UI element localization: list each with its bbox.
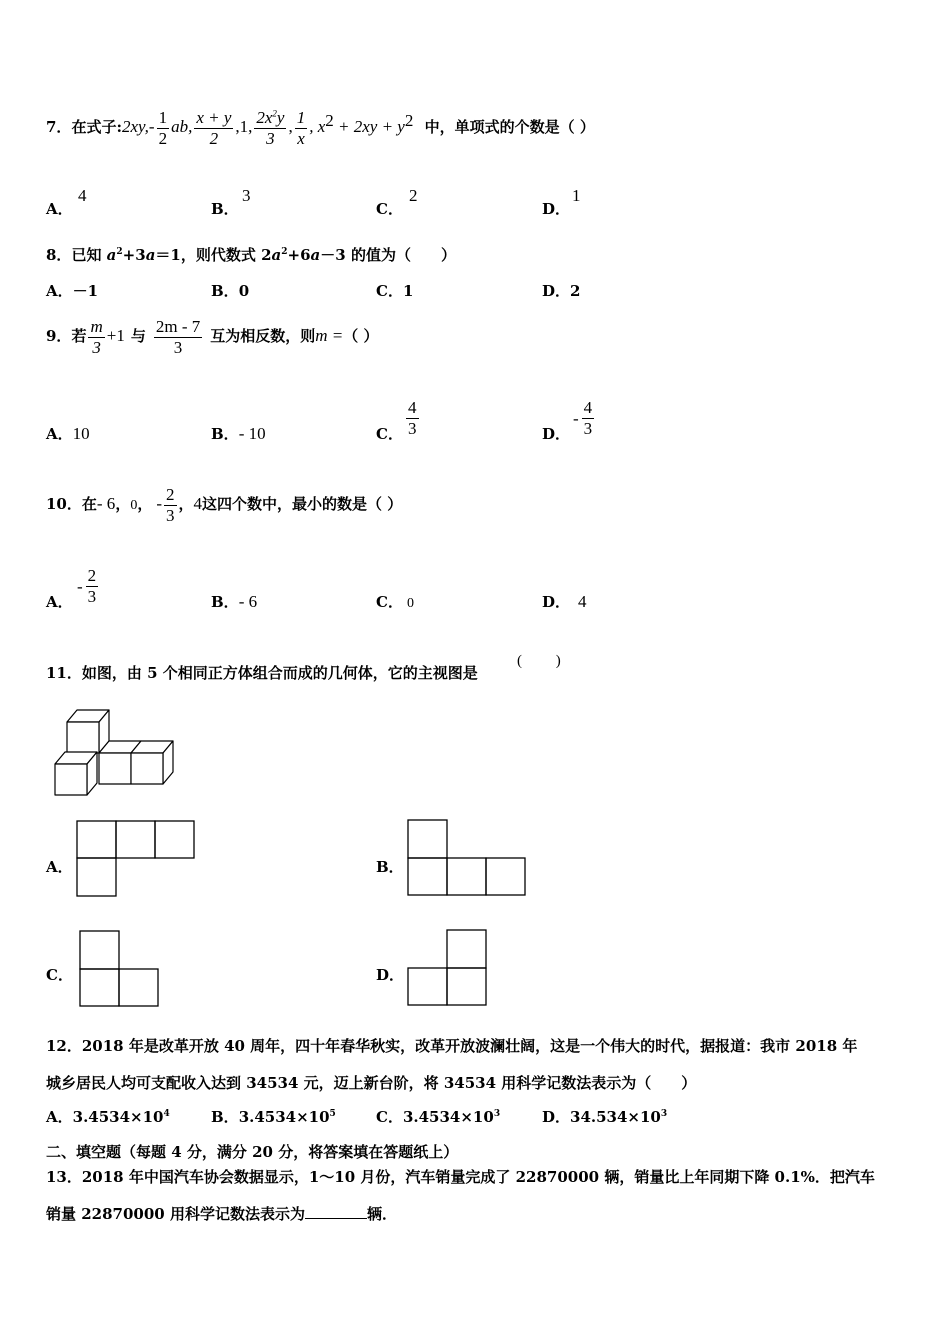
section-2-title: 二、填空题（每题 4 分，满分 20 分，将答案填在答题纸上）	[46, 1143, 459, 1161]
q7-f4-den: x	[295, 128, 308, 149]
q10-n1: - 6	[96, 494, 116, 513]
q9-p3: 互为相反数，则	[210, 327, 316, 345]
q7-option-a-value: 4	[78, 186, 87, 205]
q7-f4-num: 1	[296, 107, 306, 127]
fraction	[406, 398, 419, 439]
q10-p2: 这四个数中，最小的数是（ ）	[202, 495, 403, 513]
q7-option-d[interactable]	[542, 198, 570, 219]
option-label: A．	[46, 593, 73, 611]
option-sup: 5	[329, 1109, 336, 1119]
q7-number: 7．	[46, 118, 72, 136]
q7-f3-den: 3	[254, 128, 286, 149]
q9-plus1: +1	[106, 326, 125, 345]
option-label: B．	[211, 1108, 239, 1126]
q9-f1-num: m	[90, 316, 103, 336]
q7-option-c[interactable]	[376, 198, 403, 219]
q7-fraction-2	[194, 108, 233, 149]
q11-option-b-figure	[407, 819, 528, 897]
q11-option-c-figure	[79, 930, 162, 1008]
q7-expr-4: ,	[288, 117, 293, 136]
option-value: 34.534×10	[570, 1108, 661, 1126]
q8-var-a2: a	[145, 246, 156, 264]
q10-option-a-value	[77, 566, 100, 607]
q10-c1: ，	[115, 495, 131, 513]
q9-p4: （ ）	[343, 327, 379, 345]
q8-option-b[interactable]	[211, 280, 249, 301]
q11-text: 如图，由 5 个相同正方体组合而成的几何体，它的主视图是	[81, 664, 478, 682]
q7-option-a[interactable]	[46, 198, 73, 219]
option-label: D．	[542, 200, 571, 218]
q11-option-c[interactable]	[46, 964, 73, 985]
q9-fraction-2	[154, 317, 202, 358]
frac-num: 2	[87, 566, 97, 585]
q7-expr-6-sup: 2	[404, 111, 414, 130]
q9-number: 9．	[46, 327, 72, 345]
q9-option-c[interactable]	[376, 423, 403, 444]
option-label: C．	[376, 200, 403, 218]
q8-p4: +6	[287, 246, 311, 264]
question-9	[46, 312, 378, 360]
fraction	[582, 398, 595, 439]
q7-f1-num: 1	[158, 107, 168, 127]
q8-p1: 已知	[71, 246, 107, 264]
q8-sup1: 2	[116, 247, 123, 257]
q10-n2: 0	[130, 498, 138, 513]
q12-number: 12．	[46, 1037, 82, 1055]
frac-num: 4	[583, 398, 593, 417]
q7-fraction-1	[157, 108, 170, 149]
q11-option-d-figure	[407, 929, 490, 1007]
q10-fraction	[164, 485, 177, 526]
q12-option-a[interactable]	[46, 1106, 170, 1127]
q9-option-b[interactable]	[211, 423, 266, 444]
q7-f3-num	[254, 108, 286, 128]
q12-option-c[interactable]	[376, 1106, 500, 1127]
q9-option-c-value	[404, 398, 421, 439]
q12-line2: 城乡居民人均可支配收入达到 34534 元，迈上新台阶，将 34534 用科学记数法表示为（ ）	[46, 1074, 697, 1092]
option-value: 1	[402, 282, 414, 300]
option-sup: 3	[660, 1109, 668, 1119]
question-7	[46, 103, 595, 151]
q10-n4: 4	[193, 494, 203, 513]
q7-f2-den: 2	[194, 128, 233, 149]
question-11	[46, 662, 478, 683]
option-label: A．	[46, 1108, 73, 1126]
option-label: D．	[542, 282, 571, 300]
q8-sup2: 2	[281, 247, 288, 257]
q12-option-d[interactable]	[542, 1106, 667, 1127]
q7-f3-num-base: 2x	[256, 107, 273, 127]
q7-option-c-value: 2	[409, 186, 418, 205]
option-value: 0	[406, 596, 414, 611]
q9-option-d-value	[573, 398, 596, 439]
q9-p2: 与	[130, 327, 146, 345]
sign: -	[77, 576, 83, 596]
option-value: - 10	[238, 424, 266, 443]
frac-den: 3	[408, 419, 417, 438]
q8-number: 8．	[46, 246, 72, 264]
q11-option-d[interactable]	[376, 964, 404, 985]
fraction	[86, 566, 99, 607]
q9-fraction-1	[88, 317, 104, 358]
option-sup: 3	[493, 1109, 501, 1119]
option-sup: 4	[163, 1109, 170, 1119]
q11-number: 11．	[46, 664, 82, 682]
q8-option-d[interactable]	[542, 280, 580, 301]
q7-f3-num-tail: y	[276, 107, 285, 127]
q11-paren: ( )	[517, 653, 561, 669]
frac-den: 3	[87, 587, 97, 606]
option-label: C．	[376, 593, 403, 611]
q11-option-a-figure	[76, 820, 196, 898]
q12-option-b[interactable]	[211, 1106, 336, 1127]
q9-p1: 若	[71, 327, 87, 345]
option-label: A．	[46, 282, 73, 300]
q7-option-b-value: 3	[242, 186, 251, 205]
q7-expr-3: ,1,	[235, 117, 253, 136]
q7-expr-1: 2xy,-	[121, 117, 155, 136]
q7-tail: 中，单项式的个数是（ ）	[424, 118, 595, 136]
q10-f-den: 3	[166, 505, 175, 525]
option-label: C．	[376, 425, 403, 443]
q13-line2	[46, 1203, 397, 1224]
q8-option-a[interactable]	[46, 280, 98, 301]
option-value: 4	[578, 592, 587, 611]
q10-c3: ，	[178, 495, 194, 513]
option-label: D．	[542, 593, 571, 611]
option-value: 10	[72, 424, 90, 443]
q12-line1: 2018 年是改革开放 40 周年，四十年春华秋实，改革开放波澜壮阔，这是一个伟大的时代，据报道：我市 2018 年	[81, 1037, 858, 1055]
q9-f1-den: 3	[88, 337, 104, 358]
option-label: A．	[46, 425, 73, 443]
option-value: - 6	[238, 592, 258, 611]
q7-f2-num: x + y	[196, 107, 232, 127]
q11-option-a[interactable]	[46, 856, 73, 877]
q8-var-a3: a	[271, 246, 282, 264]
option-label: B．	[211, 593, 239, 611]
q10-option-a[interactable]	[46, 591, 73, 612]
frac-num: 4	[408, 398, 417, 417]
option-value: 2	[570, 282, 581, 300]
q7-fraction-3	[254, 108, 286, 149]
question-13	[46, 1166, 875, 1187]
q7-option-b[interactable]	[211, 198, 239, 219]
q10-c2: ，	[137, 495, 153, 513]
option-label: B．	[376, 858, 404, 876]
q11-option-b[interactable]	[376, 856, 404, 877]
q13-line2a: 销量 22870000 用科学记数法表示为	[46, 1205, 305, 1223]
q8-var-a: a	[106, 246, 117, 264]
q7-option-d-value: 1	[572, 186, 581, 205]
q10-f-num: 2	[166, 484, 175, 504]
option-label: C．	[376, 1108, 403, 1126]
option-value: 3.4534×10	[72, 1108, 164, 1126]
q9-f2-den: 3	[154, 337, 202, 358]
option-label: D．	[376, 966, 405, 984]
q9-f2-num: 2m - 7	[155, 316, 201, 336]
answer-blank[interactable]	[305, 1204, 367, 1219]
q8-p2: +3	[122, 246, 146, 264]
q10-sign: -	[156, 494, 163, 513]
question-8	[46, 244, 456, 265]
option-label: C．	[46, 966, 73, 984]
q7-expr-5-sup: 2	[325, 111, 334, 130]
q10-p1: 在	[81, 495, 97, 513]
option-label: A．	[46, 858, 73, 876]
question-12	[46, 1035, 857, 1056]
option-value: 0	[238, 282, 250, 300]
option-label: B．	[211, 200, 239, 218]
q8-p5: －3 的值为（ ）	[320, 246, 456, 264]
option-value: －1	[72, 282, 99, 300]
option-label: D．	[542, 1108, 571, 1126]
option-value: 3.4534×10	[402, 1108, 494, 1126]
q13-line2b: 辆．	[366, 1205, 397, 1223]
q7-lead: 在式子:	[71, 118, 122, 136]
option-label: D．	[542, 425, 571, 443]
q10-option-d[interactable]	[542, 591, 587, 612]
q9-option-a[interactable]	[46, 423, 90, 444]
q8-p3: ＝1，则代数式 2	[155, 246, 272, 264]
question-10	[46, 480, 402, 528]
q10-option-b[interactable]	[211, 591, 257, 612]
q7-expr-6: + 2xy + y	[333, 117, 405, 136]
option-label: B．	[211, 425, 239, 443]
q7-f1-den: 2	[158, 128, 168, 148]
frac-den: 3	[583, 419, 593, 438]
option-value: 3.4534×10	[238, 1108, 330, 1126]
option-label: C．	[376, 282, 403, 300]
option-label: B．	[211, 282, 239, 300]
q10-option-c[interactable]	[376, 591, 414, 612]
q7-f3-num-sup: 2	[272, 107, 277, 118]
q13-line1: 2018 年中国汽车协会数据显示，1～10 月份，汽车销量完成了 22870000 辆，销量比上年同期下降 0.1%．把汽车	[81, 1168, 875, 1186]
q13-number: 13．	[46, 1168, 82, 1186]
q9-option-d[interactable]	[542, 423, 570, 444]
q8-option-c[interactable]	[376, 280, 413, 301]
cube-solid-figure	[52, 705, 177, 800]
sign: -	[573, 408, 579, 428]
q7-expr-2: ab,	[171, 117, 193, 136]
q7-fraction-4	[295, 108, 308, 149]
q7-expr-5: , x	[309, 117, 326, 136]
option-label: A．	[46, 200, 73, 218]
q8-var-a4: a	[310, 246, 321, 264]
q10-number: 10．	[46, 495, 82, 513]
q9-m: m =	[315, 326, 344, 345]
